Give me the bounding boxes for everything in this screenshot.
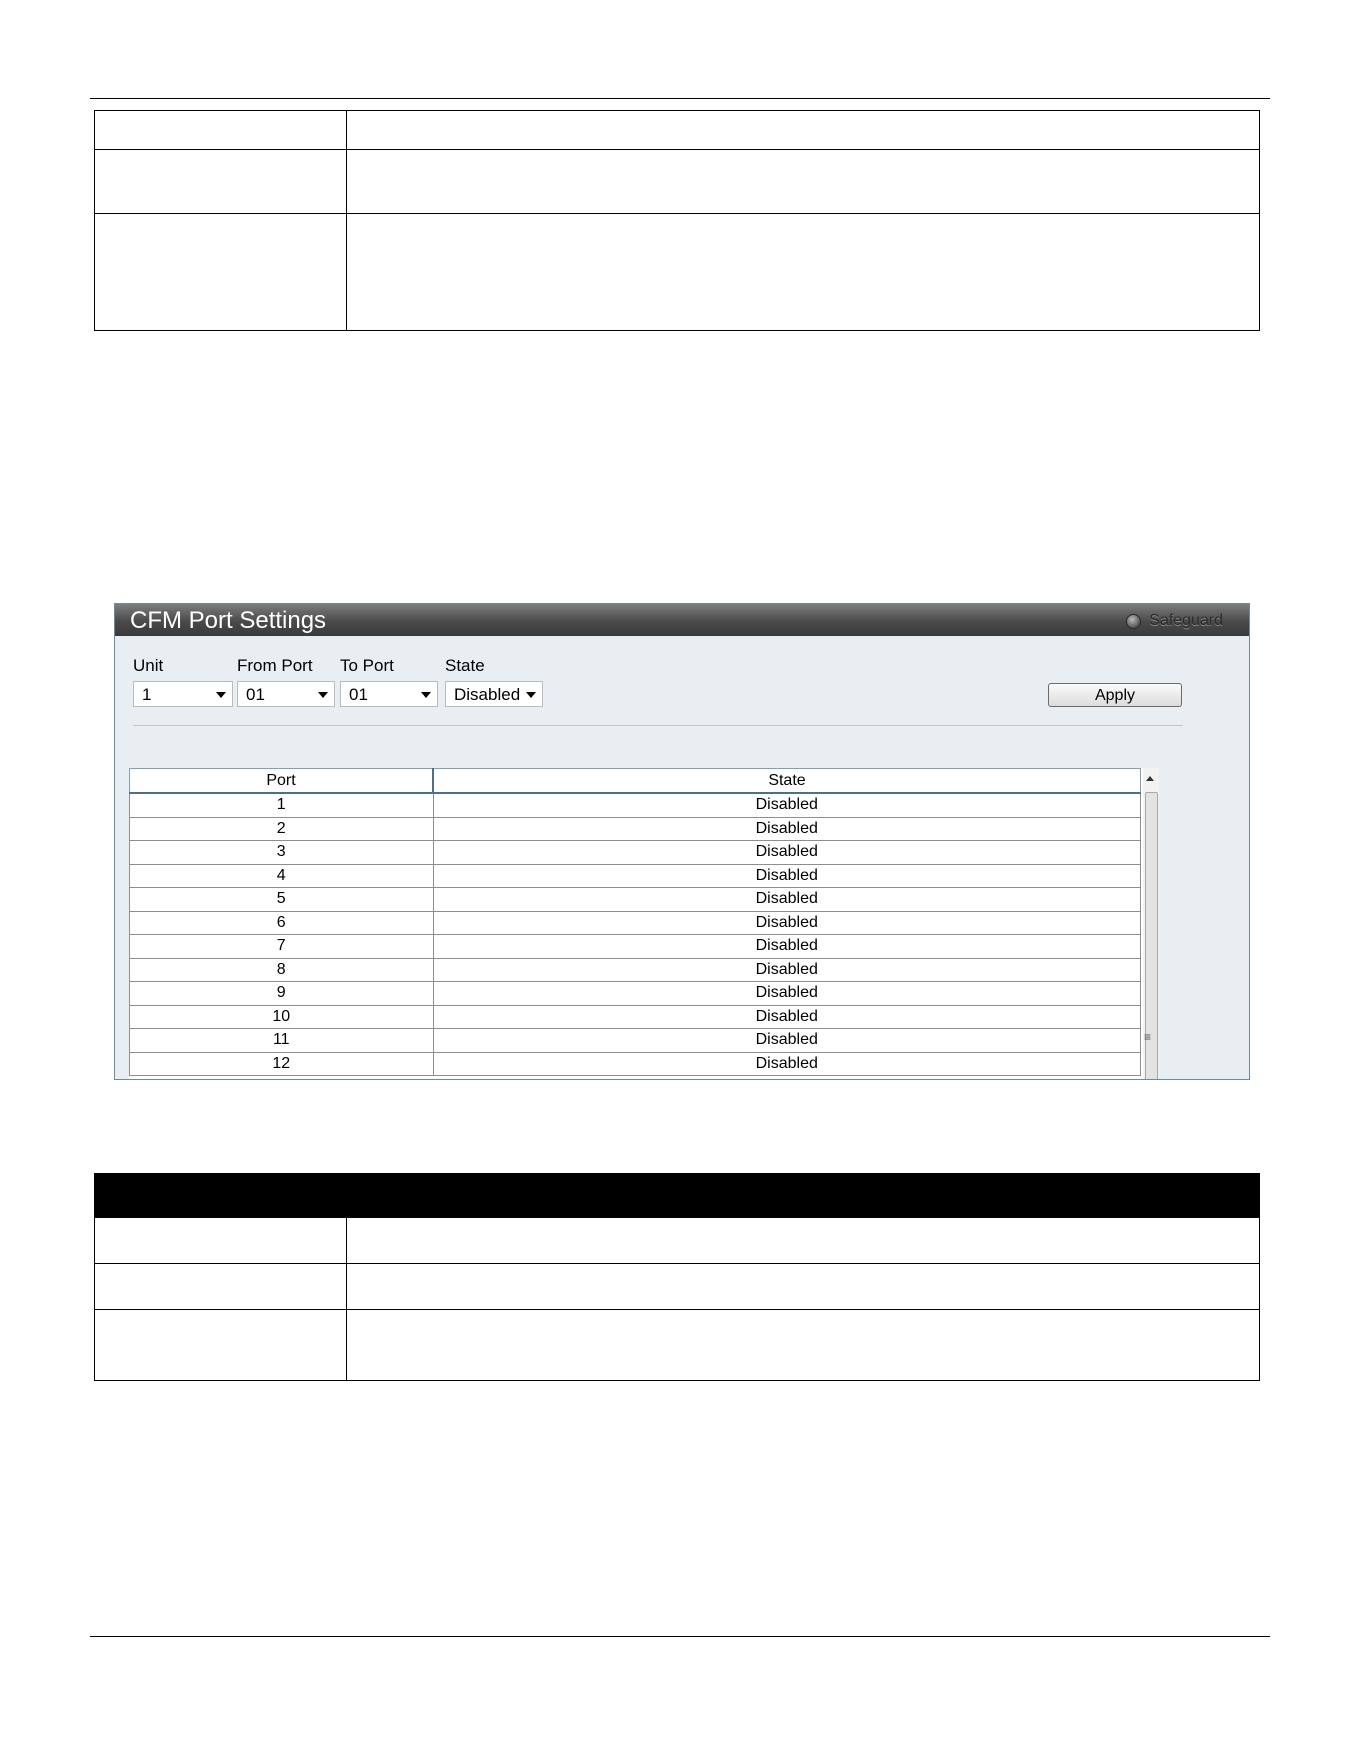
cfm-port-settings-panel — [114, 603, 1250, 1080]
table-cell — [95, 1310, 347, 1381]
table-row[interactable] — [130, 1005, 1141, 1029]
table-cell — [95, 150, 347, 214]
port-state-cell: Disabled — [433, 793, 1141, 817]
port-number-cell: 2 — [130, 817, 434, 841]
unit-select-value: 1 — [142, 685, 152, 704]
table-row[interactable] — [130, 1029, 1141, 1053]
from-port-select-value: 01 — [246, 685, 265, 704]
table-cell — [347, 150, 1260, 214]
table-row[interactable] — [130, 911, 1141, 935]
table-cell — [95, 1264, 347, 1310]
table-cell — [347, 1310, 1260, 1381]
table-row[interactable] — [130, 935, 1141, 959]
apply-button[interactable]: Apply — [1048, 683, 1182, 707]
safeguard-indicator[interactable] — [1126, 612, 1223, 630]
table-row[interactable] — [130, 817, 1141, 841]
to-port-label: To Port — [340, 656, 394, 675]
table-row[interactable] — [130, 888, 1141, 912]
table-header-cell — [347, 1174, 1260, 1218]
state-select-value: Disabled — [454, 685, 521, 704]
footer-rule — [90, 1636, 1270, 1637]
chevron-down-icon — [216, 692, 226, 698]
port-state-cell: Disabled — [433, 911, 1141, 935]
table-cell — [347, 1264, 1260, 1310]
table-cell — [95, 214, 347, 331]
table-row[interactable] — [130, 982, 1141, 1006]
port-state-cell: Disabled — [433, 958, 1141, 982]
from-port-select[interactable] — [237, 681, 335, 707]
safeguard-status-icon — [1126, 614, 1141, 629]
port-state-cell: Disabled — [433, 864, 1141, 888]
panel-title-bar — [115, 604, 1249, 636]
state-select[interactable] — [445, 681, 543, 707]
chevron-down-icon — [318, 692, 328, 698]
header-rule — [90, 98, 1270, 99]
port-number-cell: 5 — [130, 888, 434, 912]
safeguard-label: Safeguard — [1149, 612, 1223, 629]
table-row[interactable] — [130, 864, 1141, 888]
port-number-cell: 1 — [130, 793, 434, 817]
state-label: State — [445, 656, 485, 675]
table-cell — [347, 111, 1260, 150]
table-row[interactable] — [130, 1052, 1141, 1076]
port-number-cell: 7 — [130, 935, 434, 959]
port-number-cell: 11 — [130, 1029, 434, 1053]
chevron-down-icon — [526, 692, 536, 698]
table-row[interactable] — [130, 841, 1141, 865]
port-state-cell: Disabled — [433, 1052, 1141, 1076]
table-cell — [347, 1218, 1260, 1264]
table-cell — [347, 214, 1260, 331]
port-number-cell: 4 — [130, 864, 434, 888]
unit-label: Unit — [133, 656, 164, 675]
unit-select[interactable] — [133, 681, 233, 707]
port-state-cell: Disabled — [433, 841, 1141, 865]
port-number-cell: 3 — [130, 841, 434, 865]
panel-title: CFM Port Settings — [130, 607, 327, 634]
port-state-cell: Disabled — [433, 982, 1141, 1006]
vertical-scrollbar[interactable] — [1143, 768, 1159, 1080]
chevron-down-icon — [421, 692, 431, 698]
port-state-cell: Disabled — [433, 1005, 1141, 1029]
table-row[interactable] — [130, 793, 1141, 817]
table-row[interactable] — [130, 958, 1141, 982]
port-state-cell: Disabled — [433, 935, 1141, 959]
scroll-grip-icon: ≡ — [1144, 1030, 1152, 1044]
port-number-cell: 12 — [130, 1052, 434, 1076]
parameter-table-top — [94, 110, 1260, 331]
port-state-table — [129, 768, 1141, 1076]
port-number-cell: 8 — [130, 958, 434, 982]
column-header-port[interactable]: Port — [130, 769, 434, 794]
parameter-table-bottom — [94, 1173, 1260, 1381]
table-header-cell — [95, 1174, 347, 1218]
port-state-grid — [129, 768, 1159, 1080]
table-cell — [95, 111, 347, 150]
port-state-cell: Disabled — [433, 1029, 1141, 1053]
port-state-cell: Disabled — [433, 817, 1141, 841]
to-port-select[interactable] — [340, 681, 438, 707]
table-cell — [95, 1218, 347, 1264]
column-header-state[interactable]: State — [433, 769, 1141, 794]
from-port-label: From Port — [237, 656, 313, 675]
scroll-up-arrow-icon[interactable] — [1146, 776, 1154, 781]
port-number-cell: 9 — [130, 982, 434, 1006]
port-number-cell: 10 — [130, 1005, 434, 1029]
port-table-body — [130, 793, 1141, 1076]
port-number-cell: 6 — [130, 911, 434, 935]
port-state-cell: Disabled — [433, 888, 1141, 912]
to-port-select-value: 01 — [349, 685, 368, 704]
section-divider — [133, 725, 1183, 726]
